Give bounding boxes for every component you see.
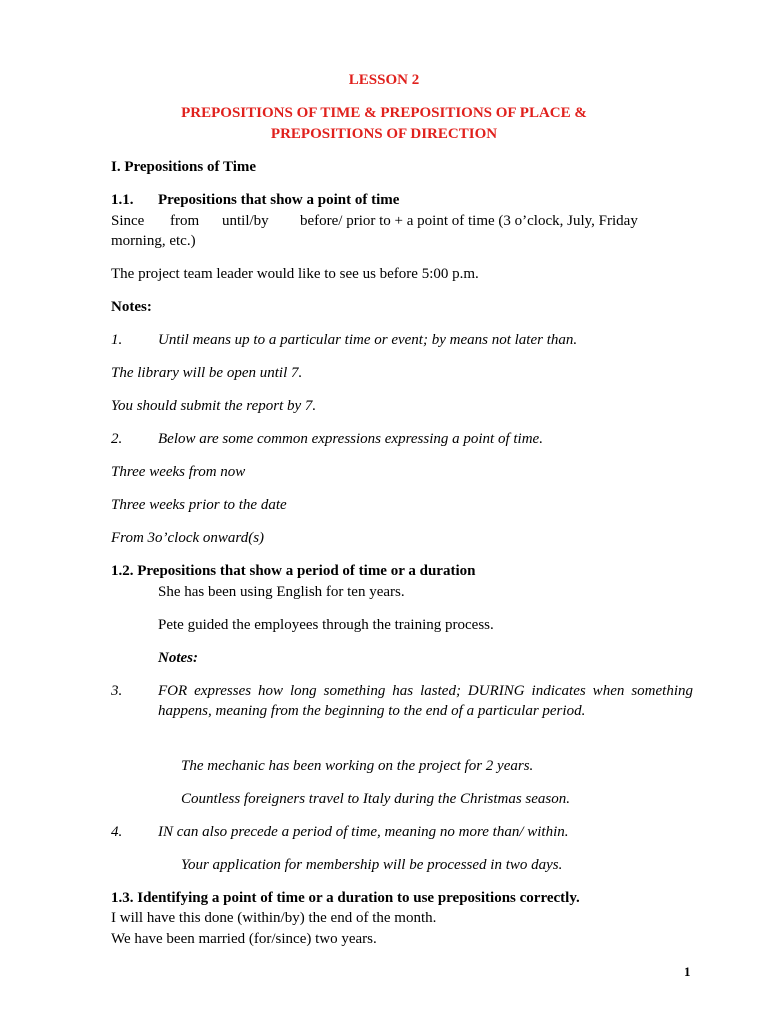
point-of-time-rest: before/ prior to + a point of time (3 o’clock, July, Friday — [300, 213, 638, 229]
lesson-title: LESSON 2 — [348, 72, 420, 88]
example-pete: Pete guided the employees through the training process. — [158, 617, 494, 633]
note-number: 1. — [111, 332, 123, 348]
word-until-by: until/by — [222, 213, 269, 229]
subsection-1-2-heading: 1.2. Prepositions that show a period of time or a duration — [111, 563, 476, 579]
example-report: You should submit the report by 7. — [111, 398, 317, 414]
example-done: I will have this done (within/by) the end of the month. — [111, 910, 437, 926]
example-application: Your application for membership will be processed in two days. — [181, 857, 563, 873]
note-number: 2. — [111, 431, 123, 447]
main-title-line-2: PREPOSITIONS OF DIRECTION — [270, 126, 498, 142]
word-since: Since — [111, 213, 145, 229]
example-three-weeks-prior: Three weeks prior to the date — [111, 497, 287, 513]
note-text: FOR expresses how long something has lasted; DURING indicates when something happens, meaning from the beginning to the end of a particular period. — [158, 683, 693, 719]
example-mechanic: The mechanic has been working on the project for 2 years. — [181, 758, 534, 774]
example-using-english: She has been using English for ten years. — [158, 584, 405, 600]
example-three-weeks-from-now: Three weeks from now — [111, 464, 246, 480]
example-married: We have been married (for/since) two years. — [111, 931, 377, 947]
point-of-time-continuation: morning, etc.) — [111, 233, 196, 249]
main-title-line-1: PREPOSITIONS OF TIME & PREPOSITIONS OF PLACE & — [181, 105, 587, 121]
note-number: 3. — [111, 683, 123, 699]
note-text: Below are some common expressions expressing a point of time. — [158, 431, 543, 447]
subsection-1-3-heading: 1.3. Identifying a point of time or a duration to use prepositions correctly. — [111, 890, 580, 906]
word-from: from — [170, 213, 200, 229]
example-from-3-oclock: From 3o’clock onward(s) — [111, 530, 265, 546]
note-text: Until means up to a particular time or event; by means not later than. — [158, 332, 578, 348]
note-number: 4. — [111, 824, 123, 840]
notes-label: Notes: — [111, 299, 152, 315]
subsection-title: Prepositions that show a point of time — [158, 192, 400, 208]
page-number: 1 — [684, 964, 691, 979]
note-text: IN can also precede a period of time, meaning no more than/ within. — [158, 824, 569, 840]
example-library: The library will be open until 7. — [111, 365, 303, 381]
section-heading-prepositions-of-time: I. Prepositions of Time — [111, 159, 257, 175]
subsection-number: 1.1. — [111, 192, 134, 208]
example-foreigners: Countless foreigners travel to Italy during the Christmas season. — [181, 791, 571, 807]
example-team-leader: The project team leader would like to see us before 5:00 p.m. — [111, 266, 479, 282]
notes-label: Notes: — [158, 650, 198, 666]
